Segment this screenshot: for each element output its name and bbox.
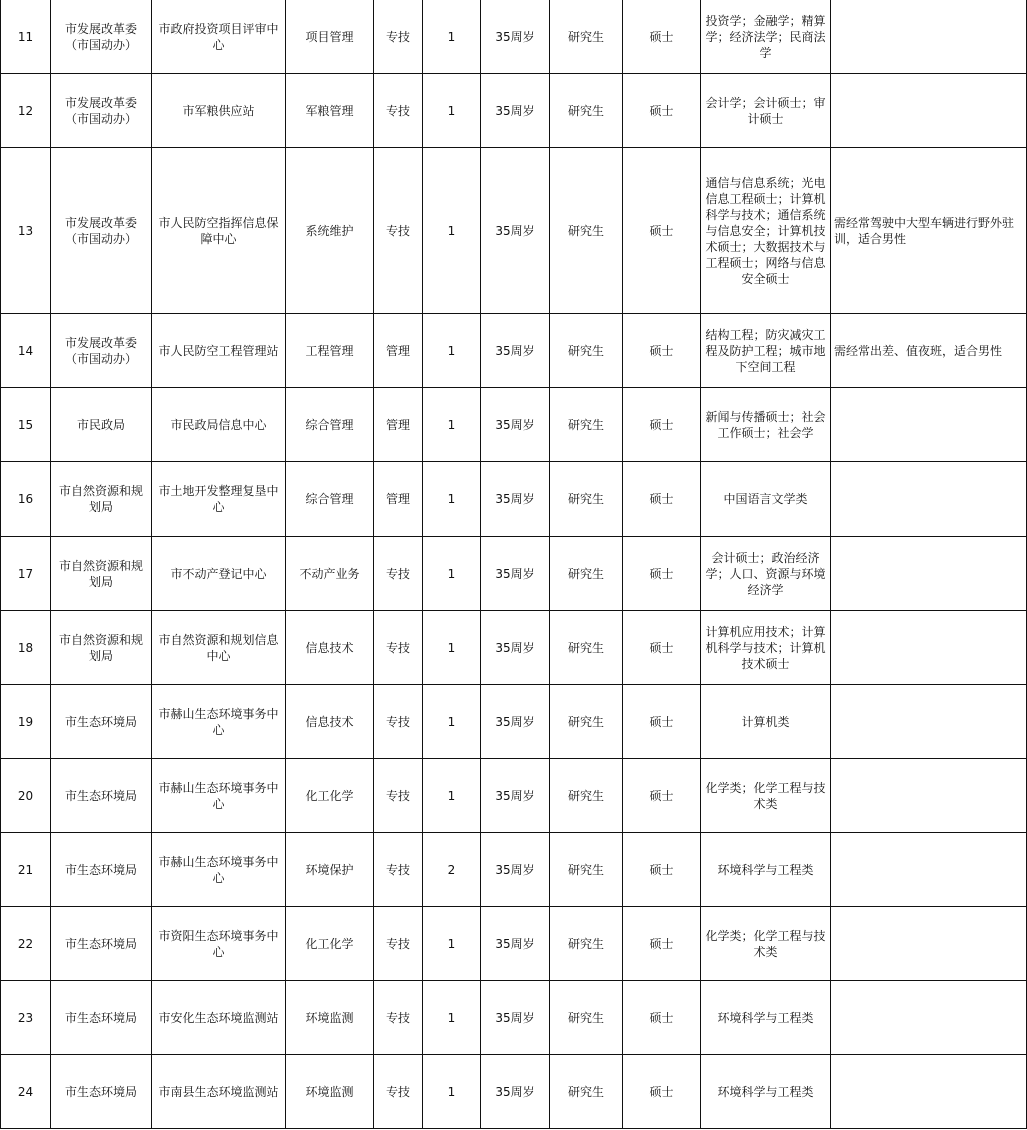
position-name-cell: 综合管理 [286, 388, 374, 462]
age-limit-cell: 35周岁 [481, 611, 550, 685]
education-cell: 研究生 [550, 685, 623, 759]
serial-number-cell: 16 [1, 462, 51, 537]
position-type-cell: 专技 [374, 833, 423, 907]
headcount-cell: 1 [423, 148, 481, 314]
serial-number-cell: 14 [1, 314, 51, 388]
degree-cell: 硕士 [623, 907, 701, 981]
remarks-cell: 需经常驾驶中大型车辆进行野外驻训，适合男性 [831, 148, 1027, 314]
table-row [1, 314, 1027, 388]
position-name-cell: 化工化学 [286, 907, 374, 981]
employer-unit-cell: 市土地开发整理复垦中心 [152, 462, 286, 537]
position-type-cell: 专技 [374, 74, 423, 148]
education-cell: 研究生 [550, 74, 623, 148]
headcount-cell: 1 [423, 685, 481, 759]
table-row [1, 462, 1027, 537]
age-limit-cell: 35周岁 [481, 685, 550, 759]
table-row [1, 611, 1027, 685]
position-type-cell: 专技 [374, 1055, 423, 1129]
serial-number-cell: 24 [1, 1055, 51, 1129]
position-type-cell: 管理 [374, 388, 423, 462]
age-limit-cell: 35周岁 [481, 388, 550, 462]
remarks-cell [831, 907, 1027, 981]
remarks-cell [831, 759, 1027, 833]
education-cell: 研究生 [550, 611, 623, 685]
department-cell: 市发展改革委（市国动办） [51, 74, 152, 148]
serial-number-cell: 20 [1, 759, 51, 833]
degree-cell: 硕士 [623, 388, 701, 462]
major-requirement-cell: 环境科学与工程类 [701, 833, 831, 907]
degree-cell: 硕士 [623, 74, 701, 148]
position-type-cell: 专技 [374, 148, 423, 314]
position-type-cell: 专技 [374, 611, 423, 685]
department-cell: 市自然资源和规划局 [51, 611, 152, 685]
department-cell: 市生态环境局 [51, 981, 152, 1055]
education-cell: 研究生 [550, 759, 623, 833]
employer-unit-cell: 市安化生态环境监测站 [152, 981, 286, 1055]
headcount-cell: 1 [423, 74, 481, 148]
major-requirement-cell: 化学类；化学工程与技术类 [701, 759, 831, 833]
headcount-cell: 1 [423, 0, 481, 74]
headcount-cell: 1 [423, 462, 481, 537]
remarks-cell [831, 0, 1027, 74]
headcount-cell: 1 [423, 759, 481, 833]
major-requirement-cell: 环境科学与工程类 [701, 1055, 831, 1129]
age-limit-cell: 35周岁 [481, 833, 550, 907]
employer-unit-cell: 市民政局信息中心 [152, 388, 286, 462]
position-type-cell: 专技 [374, 537, 423, 611]
age-limit-cell: 35周岁 [481, 74, 550, 148]
table-row [1, 685, 1027, 759]
employer-unit-cell: 市军粮供应站 [152, 74, 286, 148]
age-limit-cell: 35周岁 [481, 314, 550, 388]
serial-number-cell: 22 [1, 907, 51, 981]
major-requirement-cell: 会计学；会计硕士；审计硕士 [701, 74, 831, 148]
serial-number-cell: 23 [1, 981, 51, 1055]
position-type-cell: 专技 [374, 907, 423, 981]
remarks-cell [831, 462, 1027, 537]
degree-cell: 硕士 [623, 314, 701, 388]
department-cell: 市生态环境局 [51, 759, 152, 833]
employer-unit-cell: 市不动产登记中心 [152, 537, 286, 611]
age-limit-cell: 35周岁 [481, 462, 550, 537]
position-name-cell: 环境监测 [286, 1055, 374, 1129]
age-limit-cell: 35周岁 [481, 0, 550, 74]
major-requirement-cell: 中国语言文学类 [701, 462, 831, 537]
headcount-cell: 1 [423, 537, 481, 611]
position-name-cell: 环境保护 [286, 833, 374, 907]
education-cell: 研究生 [550, 1055, 623, 1129]
degree-cell: 硕士 [623, 611, 701, 685]
position-name-cell: 环境监测 [286, 981, 374, 1055]
major-requirement-cell: 新闻与传播硕士；社会工作硕士；社会学 [701, 388, 831, 462]
remarks-cell [831, 1055, 1027, 1129]
employer-unit-cell: 市资阳生态环境事务中心 [152, 907, 286, 981]
position-name-cell: 不动产业务 [286, 537, 374, 611]
major-requirement-cell: 投资学；金融学；精算学；经济法学；民商法学 [701, 0, 831, 74]
age-limit-cell: 35周岁 [481, 759, 550, 833]
age-limit-cell: 35周岁 [481, 148, 550, 314]
table-row [1, 388, 1027, 462]
position-name-cell: 系统维护 [286, 148, 374, 314]
employer-unit-cell: 市赫山生态环境事务中心 [152, 759, 286, 833]
age-limit-cell: 35周岁 [481, 907, 550, 981]
remarks-cell [831, 611, 1027, 685]
position-name-cell: 工程管理 [286, 314, 374, 388]
degree-cell: 硕士 [623, 148, 701, 314]
position-type-cell: 管理 [374, 462, 423, 537]
degree-cell: 硕士 [623, 833, 701, 907]
education-cell: 研究生 [550, 537, 623, 611]
education-cell: 研究生 [550, 314, 623, 388]
major-requirement-cell: 环境科学与工程类 [701, 981, 831, 1055]
education-cell: 研究生 [550, 388, 623, 462]
remarks-cell [831, 981, 1027, 1055]
remarks-cell: 需经常出差、值夜班，适合男性 [831, 314, 1027, 388]
department-cell: 市发展改革委（市国动办） [51, 314, 152, 388]
serial-number-cell: 13 [1, 148, 51, 314]
table-row [1, 0, 1027, 74]
department-cell: 市生态环境局 [51, 833, 152, 907]
department-cell: 市发展改革委（市国动办） [51, 148, 152, 314]
remarks-cell [831, 74, 1027, 148]
employer-unit-cell: 市赫山生态环境事务中心 [152, 833, 286, 907]
table-row [1, 759, 1027, 833]
serial-number-cell: 17 [1, 537, 51, 611]
position-type-cell: 专技 [374, 759, 423, 833]
education-cell: 研究生 [550, 981, 623, 1055]
position-name-cell: 化工化学 [286, 759, 374, 833]
serial-number-cell: 12 [1, 74, 51, 148]
table-row [1, 907, 1027, 981]
headcount-cell: 1 [423, 1055, 481, 1129]
degree-cell: 硕士 [623, 462, 701, 537]
headcount-cell: 1 [423, 611, 481, 685]
position-type-cell: 管理 [374, 314, 423, 388]
degree-cell: 硕士 [623, 759, 701, 833]
department-cell: 市自然资源和规划局 [51, 462, 152, 537]
education-cell: 研究生 [550, 0, 623, 74]
position-name-cell: 信息技术 [286, 685, 374, 759]
age-limit-cell: 35周岁 [481, 1055, 550, 1129]
position-type-cell: 专技 [374, 685, 423, 759]
position-name-cell: 项目管理 [286, 0, 374, 74]
degree-cell: 硕士 [623, 1055, 701, 1129]
remarks-cell [831, 388, 1027, 462]
table-row [1, 537, 1027, 611]
employer-unit-cell: 市赫山生态环境事务中心 [152, 685, 286, 759]
position-name-cell: 军粮管理 [286, 74, 374, 148]
education-cell: 研究生 [550, 833, 623, 907]
headcount-cell: 1 [423, 907, 481, 981]
department-cell: 市民政局 [51, 388, 152, 462]
age-limit-cell: 35周岁 [481, 537, 550, 611]
degree-cell: 硕士 [623, 0, 701, 74]
degree-cell: 硕士 [623, 537, 701, 611]
department-cell: 市生态环境局 [51, 907, 152, 981]
degree-cell: 硕士 [623, 685, 701, 759]
table-row [1, 981, 1027, 1055]
major-requirement-cell: 会计硕士；政治经济学；人口、资源与环境经济学 [701, 537, 831, 611]
table-row [1, 74, 1027, 148]
serial-number-cell: 11 [1, 0, 51, 74]
remarks-cell [831, 685, 1027, 759]
serial-number-cell: 21 [1, 833, 51, 907]
serial-number-cell: 15 [1, 388, 51, 462]
headcount-cell: 1 [423, 388, 481, 462]
serial-number-cell: 19 [1, 685, 51, 759]
employer-unit-cell: 市人民防空工程管理站 [152, 314, 286, 388]
position-type-cell: 专技 [374, 0, 423, 74]
major-requirement-cell: 通信与信息系统；光电信息工程硕士；计算机科学与技术；通信系统与信息安全；计算机技术硕士；大数据技术与工程硕士；网络与信息安全硕士 [701, 148, 831, 314]
table-row [1, 1055, 1027, 1129]
major-requirement-cell: 计算机应用技术；计算机科学与技术；计算机技术硕士 [701, 611, 831, 685]
headcount-cell: 2 [423, 833, 481, 907]
position-name-cell: 综合管理 [286, 462, 374, 537]
headcount-cell: 1 [423, 981, 481, 1055]
remarks-cell [831, 833, 1027, 907]
department-cell: 市自然资源和规划局 [51, 537, 152, 611]
table-row [1, 833, 1027, 907]
employer-unit-cell: 市南县生态环境监测站 [152, 1055, 286, 1129]
table-row [1, 148, 1027, 314]
major-requirement-cell: 化学类；化学工程与技术类 [701, 907, 831, 981]
degree-cell: 硕士 [623, 981, 701, 1055]
department-cell: 市生态环境局 [51, 685, 152, 759]
major-requirement-cell: 计算机类 [701, 685, 831, 759]
education-cell: 研究生 [550, 148, 623, 314]
employer-unit-cell: 市政府投资项目评审中心 [152, 0, 286, 74]
headcount-cell: 1 [423, 314, 481, 388]
employer-unit-cell: 市自然资源和规划信息中心 [152, 611, 286, 685]
department-cell: 市发展改革委（市国动办） [51, 0, 152, 74]
position-name-cell: 信息技术 [286, 611, 374, 685]
major-requirement-cell: 结构工程；防灾减灾工程及防护工程；城市地下空间工程 [701, 314, 831, 388]
education-cell: 研究生 [550, 462, 623, 537]
position-type-cell: 专技 [374, 981, 423, 1055]
age-limit-cell: 35周岁 [481, 981, 550, 1055]
education-cell: 研究生 [550, 907, 623, 981]
employer-unit-cell: 市人民防空指挥信息保障中心 [152, 148, 286, 314]
serial-number-cell: 18 [1, 611, 51, 685]
remarks-cell [831, 537, 1027, 611]
department-cell: 市生态环境局 [51, 1055, 152, 1129]
